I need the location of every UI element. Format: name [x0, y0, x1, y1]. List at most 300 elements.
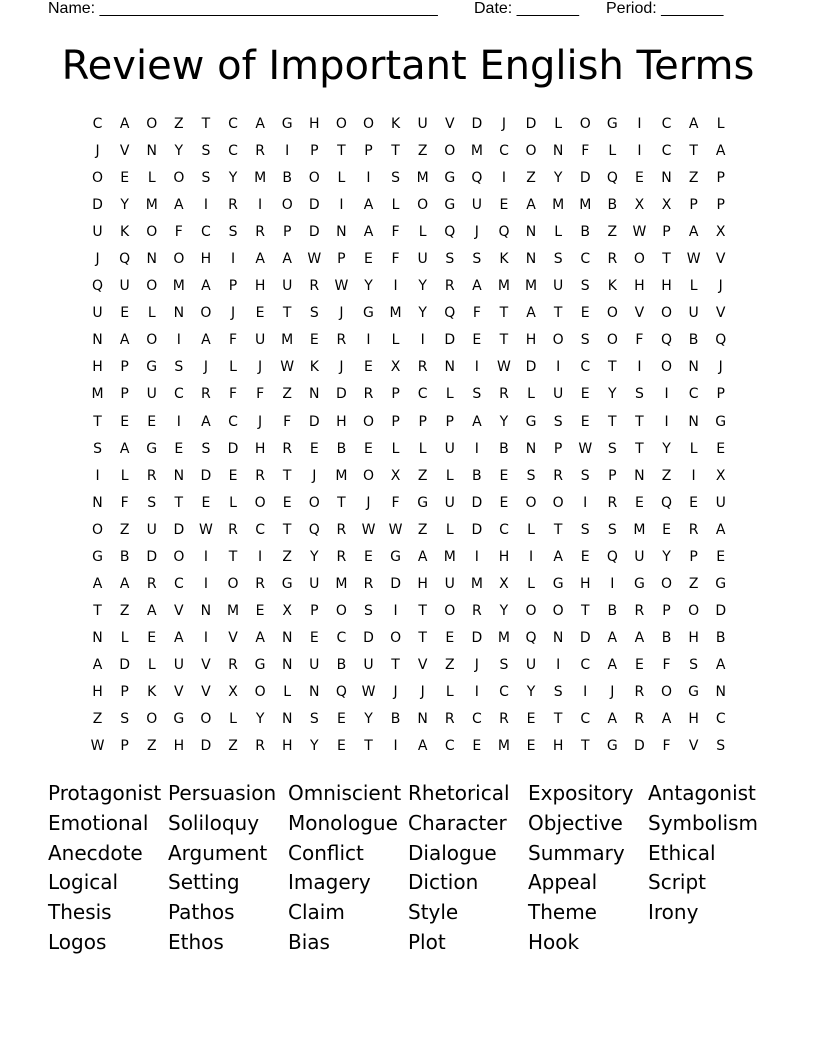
grid-letter: E: [472, 332, 482, 349]
grid-letter: X: [661, 197, 672, 214]
grid-letter: T: [553, 521, 563, 538]
grid-letter: C: [580, 251, 591, 268]
grid-letter: E: [364, 548, 373, 565]
grid-letter: A: [363, 224, 374, 241]
grid-letter: N: [552, 143, 564, 160]
grid-letter: R: [336, 521, 347, 538]
grid-letter: M: [281, 332, 294, 349]
grid-letter: O: [606, 305, 618, 322]
grid-letter: N: [552, 629, 564, 646]
grid-letter: F: [662, 738, 671, 755]
grid-letter: I: [474, 548, 479, 565]
grid-letter: S: [607, 440, 617, 457]
grid-letter: O: [200, 305, 212, 322]
grid-letter: N: [688, 359, 699, 376]
grid-letter: G: [146, 440, 158, 457]
grid-letter: C: [417, 386, 428, 403]
grid-letter: Q: [661, 332, 673, 349]
grid-letter: B: [607, 602, 618, 619]
grid-letter: O: [606, 332, 618, 349]
grid-letter: Z: [688, 575, 699, 592]
grid-letter: Q: [661, 494, 673, 511]
grid-letter: Z: [661, 467, 672, 484]
grid-letter: T: [418, 629, 427, 646]
word-bank-item: Character: [408, 810, 507, 835]
grid-letter: M: [254, 170, 267, 187]
grid-letter: P: [120, 386, 129, 403]
grid-letter: C: [173, 575, 184, 592]
grid-letter: P: [662, 224, 671, 241]
grid-letter: D: [200, 738, 212, 755]
grid-letter: O: [661, 359, 673, 376]
grid-letter: C: [173, 386, 184, 403]
grid-letter: V: [634, 305, 645, 322]
grid-letter: E: [147, 629, 157, 646]
grid-letter: I: [528, 548, 534, 565]
grid-letter: X: [634, 197, 645, 214]
grid-letter: E: [282, 494, 292, 511]
grid-letter: I: [393, 602, 398, 619]
grid-letter: E: [336, 738, 346, 755]
grid-letter: D: [308, 197, 320, 214]
grid-letter: C: [715, 711, 726, 728]
grid-letter: M: [470, 575, 483, 592]
grid-letter: X: [228, 683, 238, 700]
grid-letter: J: [95, 251, 100, 268]
grid-letter: Q: [308, 521, 320, 538]
grid-letter: G: [606, 738, 618, 755]
grid-letter: D: [308, 224, 320, 241]
grid-letter: O: [146, 278, 158, 295]
grid-letter: L: [283, 683, 292, 700]
grid-letter: D: [525, 116, 537, 132]
word-bank: [48, 779, 768, 958]
word-bank-item: Thesis: [48, 900, 112, 925]
worksheet-header: [48, 0, 748, 20]
grid-letter: T: [282, 521, 292, 538]
grid-letter: W: [280, 359, 295, 376]
grid-letter: O: [362, 116, 374, 132]
grid-letter: S: [309, 305, 319, 322]
grid-letter: X: [715, 467, 726, 484]
grid-letter: P: [608, 467, 617, 484]
grid-letter: E: [147, 413, 157, 430]
grid-letter: I: [366, 332, 371, 349]
grid-letter: P: [310, 143, 319, 160]
grid-letter: L: [445, 467, 454, 484]
grid-letter: E: [634, 494, 644, 511]
word-bank-item: Bias: [288, 929, 330, 954]
page-title: Review of Important English Terms: [61, 43, 755, 89]
grid-letter: B: [607, 197, 618, 214]
grid-letter: P: [282, 224, 292, 241]
grid-letter: O: [254, 494, 266, 511]
grid-letter: E: [120, 170, 130, 187]
grid-letter: I: [203, 548, 208, 565]
grid-letter: L: [337, 170, 346, 187]
grid-letter: F: [256, 386, 265, 403]
grid-letter: R: [282, 440, 293, 457]
grid-letter: P: [716, 170, 725, 187]
grid-letter: W: [199, 521, 213, 538]
grid-letter: L: [689, 278, 698, 295]
grid-letter: D: [634, 738, 645, 755]
word-bank-item: Irony: [648, 900, 699, 925]
grid-letter: Z: [444, 656, 455, 673]
grid-letter: S: [228, 224, 238, 241]
grid-letter: M: [145, 197, 158, 214]
grid-letter: D: [471, 116, 483, 132]
grid-letter: P: [364, 143, 373, 160]
word-bank-item: Setting: [168, 870, 240, 895]
grid-letter: I: [583, 494, 588, 511]
grid-letter: D: [308, 413, 320, 430]
grid-letter: E: [255, 602, 265, 619]
grid-letter: O: [417, 197, 429, 214]
grid-letter: U: [444, 440, 455, 457]
grid-letter: L: [120, 629, 129, 646]
grid-letter: M: [389, 305, 402, 322]
grid-letter: L: [229, 711, 237, 728]
grid-letter: E: [499, 494, 509, 511]
grid-letter: A: [634, 629, 645, 646]
grid-letter: H: [254, 278, 266, 295]
grid-letter: O: [173, 170, 185, 187]
grid-letter: Z: [688, 170, 699, 187]
grid-letter: M: [335, 575, 348, 592]
grid-letter: E: [716, 440, 726, 457]
grid-letter: Z: [282, 386, 292, 403]
grid-letter: S: [580, 521, 590, 538]
grid-letter: A: [472, 413, 482, 430]
grid-letter: S: [201, 143, 211, 160]
grid-letter: N: [200, 602, 212, 619]
grid-letter: R: [553, 467, 563, 484]
grid-letter: M: [579, 197, 592, 214]
grid-letter: T: [499, 305, 509, 322]
grid-letter: R: [471, 602, 482, 619]
grid-letter: A: [201, 278, 211, 295]
grid-letter: P: [337, 251, 346, 268]
grid-letter: M: [470, 143, 483, 160]
grid-letter: Y: [310, 548, 319, 565]
grid-letter: S: [634, 386, 644, 403]
grid-letter: E: [634, 656, 644, 673]
grid-letter: L: [445, 521, 454, 538]
grid-letter: A: [255, 251, 265, 268]
grid-letter: U: [309, 656, 320, 673]
grid-letter: A: [146, 602, 157, 619]
grid-letter: U: [309, 575, 320, 592]
grid-letter: H: [417, 575, 428, 592]
grid-letter: M: [497, 278, 510, 295]
grid-letter: R: [336, 332, 347, 349]
word-bank-item: Dialogue: [408, 840, 497, 865]
grid-letter: Z: [607, 224, 618, 241]
grid-letter: S: [580, 278, 590, 295]
grid-letter: J: [203, 359, 208, 376]
grid-letter: B: [715, 629, 726, 646]
grid-letter: E: [309, 332, 319, 349]
grid-letter: F: [228, 332, 238, 349]
grid-letter: T: [282, 467, 292, 484]
grid-letter: B: [688, 332, 699, 349]
grid-letter: Q: [525, 629, 537, 646]
grid-letter: J: [420, 683, 425, 700]
grid-letter: F: [228, 386, 238, 403]
grid-letter: L: [391, 332, 400, 349]
grid-letter: T: [608, 359, 617, 376]
grid-letter: O: [661, 305, 673, 322]
grid-letter: J: [366, 494, 371, 511]
grid-letter: S: [147, 494, 157, 511]
grid-letter: N: [173, 305, 185, 322]
grid-letter: B: [336, 440, 347, 457]
grid-letter: I: [420, 332, 425, 349]
grid-letter: E: [499, 197, 509, 214]
word-bank-item: Soliloquy: [168, 810, 260, 835]
grid-letter: H: [498, 548, 510, 565]
grid-letter: Y: [553, 170, 563, 187]
grid-letter: D: [471, 629, 483, 646]
grid-letter: L: [229, 359, 237, 376]
grid-letter: E: [580, 305, 590, 322]
grid-letter: F: [391, 251, 400, 268]
word-bank-item: Imagery: [288, 870, 371, 895]
grid-letter: R: [255, 143, 265, 160]
grid-letter: Q: [606, 548, 618, 565]
grid-letter: P: [445, 413, 454, 430]
grid-letter: R: [417, 359, 428, 376]
grid-letter: J: [474, 224, 479, 241]
grid-letter: C: [201, 224, 211, 241]
grid-letter: D: [444, 332, 456, 349]
grid-letter: F: [391, 494, 400, 511]
grid-letter: G: [715, 575, 727, 592]
grid-letter: E: [201, 494, 211, 511]
grid-letter: E: [580, 386, 590, 403]
grid-letter: N: [688, 413, 699, 430]
grid-letter: R: [255, 467, 265, 484]
grid-letter: T: [391, 656, 400, 673]
grid-letter: L: [147, 656, 156, 673]
grid-letter: R: [499, 386, 509, 403]
grid-letter: E: [662, 521, 671, 538]
grid-letter: A: [661, 711, 672, 728]
grid-letter: D: [173, 521, 185, 538]
grid-letter: P: [662, 602, 671, 619]
grid-letter: I: [285, 143, 290, 160]
grid-letter: O: [552, 332, 564, 349]
grid-letter: I: [664, 413, 669, 430]
word-bank-item: Script: [648, 870, 707, 895]
grid-letter: O: [335, 116, 347, 132]
grid-letter: A: [715, 656, 726, 673]
grid-letter: T: [282, 305, 292, 322]
grid-letter: U: [525, 656, 537, 673]
word-bank-item: Monologue: [288, 810, 398, 835]
grid-letter: Y: [228, 170, 238, 187]
grid-letter: P: [120, 683, 129, 700]
word-bank-item: Rhetorical: [408, 781, 510, 805]
grid-letter: R: [499, 711, 509, 728]
grid-letter: R: [255, 224, 265, 241]
grid-letter: T: [635, 413, 644, 430]
grid-letter: G: [173, 711, 185, 728]
grid-letter: N: [92, 494, 103, 511]
grid-letter: B: [472, 467, 482, 484]
grid-letter: M: [416, 170, 429, 187]
grid-letter: F: [391, 224, 400, 241]
grid-letter: T: [93, 602, 102, 619]
grid-letter: S: [472, 386, 482, 403]
grid-letter: Y: [526, 683, 536, 700]
grid-letter: P: [418, 413, 427, 430]
word-bank-item: Logos: [48, 929, 107, 954]
grid-letter: X: [499, 575, 509, 592]
grid-letter: E: [309, 629, 319, 646]
grid-letter: C: [499, 521, 509, 538]
grid-letter: A: [119, 332, 130, 349]
grid-letter: A: [715, 143, 726, 160]
grid-letter: O: [146, 332, 158, 349]
grid-letter: N: [444, 359, 455, 376]
grid-letter: S: [201, 440, 211, 457]
grid-letter: U: [553, 278, 564, 295]
grid-letter: H: [92, 359, 103, 376]
grid-letter: H: [634, 278, 645, 295]
grid-letter: T: [553, 305, 563, 322]
grid-letter: N: [146, 251, 157, 268]
grid-letter: N: [634, 467, 645, 484]
grid-letter: V: [444, 116, 455, 132]
grid-letter: C: [444, 738, 455, 755]
grid-letter: I: [691, 467, 696, 484]
grid-letter: Z: [526, 170, 536, 187]
grid-letter: R: [607, 251, 618, 268]
grid-letter: G: [633, 575, 645, 592]
grid-letter: H: [309, 116, 320, 132]
grid-letter: N: [336, 224, 347, 241]
grid-letter: A: [607, 629, 618, 646]
grid-letter: O: [308, 494, 320, 511]
grid-letter: J: [339, 305, 344, 322]
grid-letter: V: [715, 305, 726, 322]
grid-letter: T: [201, 116, 211, 132]
grid-letter: S: [391, 170, 401, 187]
grid-letter: N: [92, 629, 103, 646]
grid-letter: S: [580, 467, 590, 484]
grid-letter: O: [92, 170, 104, 187]
grid-letter: D: [146, 548, 158, 565]
grid-letter: R: [634, 683, 645, 700]
grid-letter: V: [715, 251, 726, 268]
grid-letter: M: [525, 278, 538, 295]
grid-letter: G: [92, 548, 103, 565]
grid-letter: N: [661, 170, 672, 187]
grid-letter: I: [610, 575, 615, 592]
grid-letter: I: [474, 359, 479, 376]
grid-letter: S: [607, 521, 617, 538]
grid-letter: J: [474, 656, 479, 673]
grid-letter: S: [174, 359, 184, 376]
grid-letter: V: [417, 656, 428, 673]
grid-letter: N: [715, 683, 726, 700]
grid-letter: P: [391, 413, 400, 430]
grid-letter: X: [715, 224, 726, 241]
grid-letter: A: [282, 251, 292, 268]
word-bank-item: Emotional: [48, 810, 149, 835]
grid-letter: T: [93, 413, 102, 430]
grid-letter: W: [388, 521, 403, 538]
grid-letter: L: [418, 440, 427, 457]
grid-letter: O: [444, 143, 456, 160]
grid-letter: L: [445, 386, 454, 403]
grid-letter: U: [173, 656, 184, 673]
word-bank-item: Summary: [528, 840, 625, 865]
grid-letter: Z: [174, 116, 184, 132]
grid-letter: I: [258, 197, 263, 214]
grid-letter: L: [689, 440, 698, 457]
grid-letter: D: [390, 575, 401, 592]
grid-letter: K: [607, 278, 617, 295]
grid-letter: I: [366, 170, 371, 187]
grid-letter: O: [661, 575, 673, 592]
grid-letter: W: [90, 738, 105, 755]
grid-letter: C: [580, 359, 591, 376]
grid-letter: S: [689, 656, 699, 673]
grid-letter: J: [610, 683, 615, 700]
grid-letter: E: [174, 440, 184, 457]
grid-letter: N: [525, 440, 537, 457]
grid-letter: C: [661, 116, 672, 132]
grid-letter: K: [309, 359, 319, 376]
grid-letter: S: [499, 656, 509, 673]
grid-letter: J: [258, 359, 263, 376]
grid-letter: I: [176, 332, 181, 349]
grid-letter: A: [92, 656, 103, 673]
grid-letter: R: [444, 278, 455, 295]
grid-letter: G: [281, 575, 293, 592]
name-field: Name: ______________________________________: [48, 0, 438, 17]
grid-letter: T: [337, 143, 346, 160]
grid-letter: A: [92, 575, 103, 592]
grid-letter: G: [444, 197, 456, 214]
grid-letter: I: [501, 170, 507, 187]
grid-letter: T: [364, 738, 373, 755]
grid-letter: I: [203, 197, 208, 214]
word-bank-item: Expository: [528, 781, 634, 805]
grid-letter: O: [200, 711, 212, 728]
grid-letter: Z: [228, 738, 238, 755]
grid-letter: O: [146, 711, 158, 728]
grid-letter: Q: [444, 305, 456, 322]
grid-letter: L: [527, 521, 535, 538]
grid-letter: V: [174, 602, 184, 619]
word-bank-item: Symbolism: [648, 810, 758, 835]
grid-letter: I: [664, 386, 669, 403]
word-bank-item: Persuasion: [168, 781, 277, 805]
grid-letter: M: [172, 278, 185, 295]
grid-letter: O: [281, 197, 293, 214]
grid-letter: F: [662, 656, 671, 673]
word-bank-item: Claim: [288, 900, 345, 925]
grid-letter: L: [391, 197, 400, 214]
grid-letter: N: [281, 656, 293, 673]
grid-letter: T: [391, 143, 400, 160]
grid-letter: R: [228, 521, 238, 538]
grid-letter: A: [417, 548, 428, 565]
